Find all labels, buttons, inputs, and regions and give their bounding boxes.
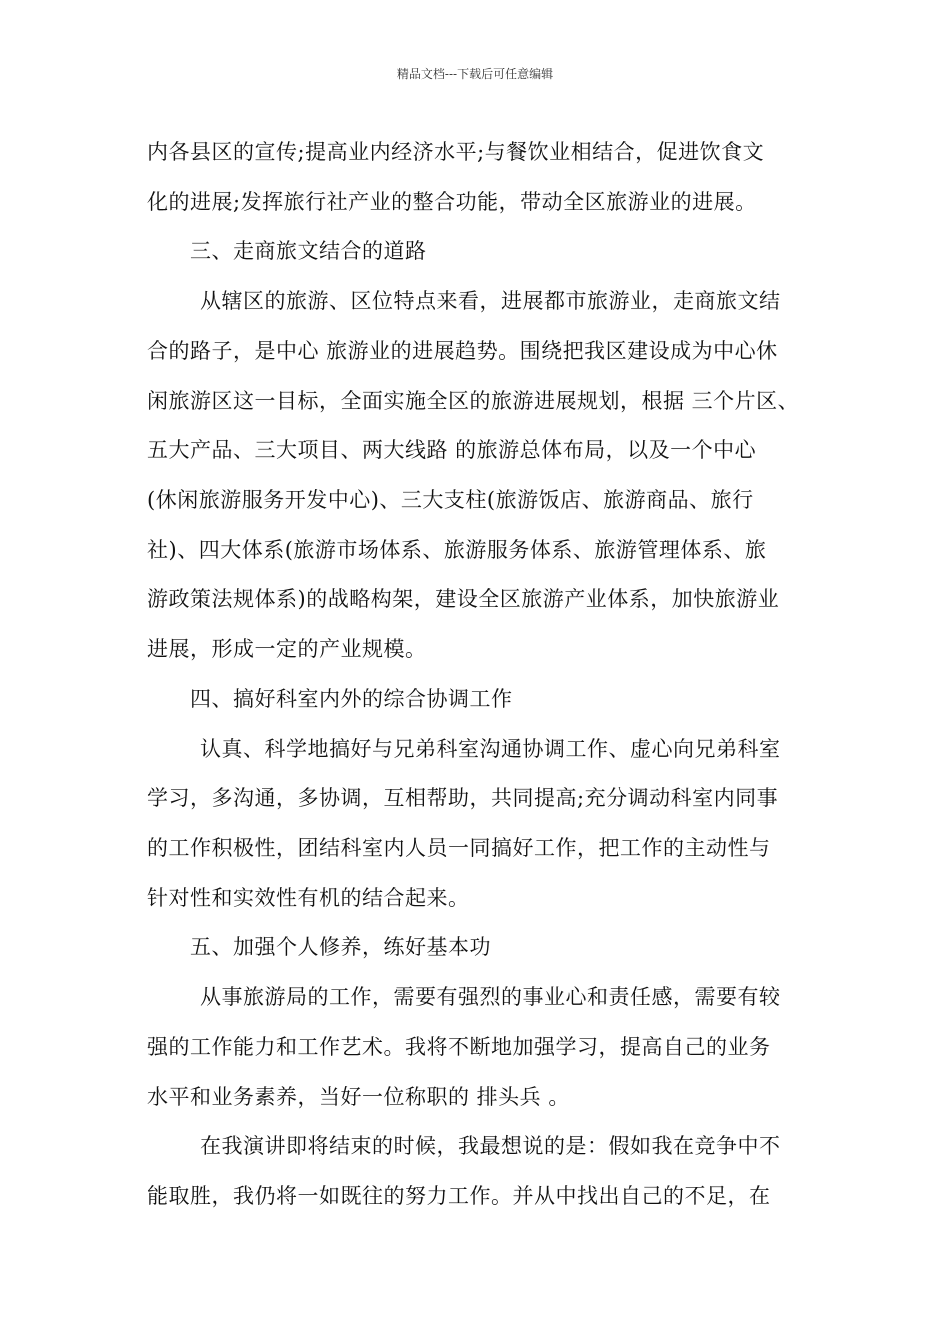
section-heading: 五、加强个人修养，练好基本功 bbox=[190, 935, 491, 959]
body-line: 在我演讲即将结束的时候，我最想说的是：假如我在竞争中不 bbox=[200, 1134, 781, 1158]
body-line: 游政策法规体系)的战略构架，建设全区旅游产业体系，加快旅游业 bbox=[147, 587, 780, 611]
body-line: 内各县区的宣传;提高业内经济水平;与餐饮业相结合，促进饮食文 bbox=[147, 140, 765, 164]
body-line: 进展，形成一定的产业规模。 bbox=[147, 637, 427, 661]
body-line: 强的工作能力和工作艺术。我将不断地加强学习，提高自己的业务 bbox=[147, 1035, 771, 1059]
body-line: 针对性和实效性有机的结合起来。 bbox=[147, 886, 470, 910]
body-line: 从辖区的旅游、区位特点来看，进展都市旅游业，走商旅文结 bbox=[200, 289, 781, 313]
page-header: 精品文档---下载后可任意编辑 bbox=[396, 67, 554, 81]
body-line: 化的进展;发挥旅行社产业的整合功能，带动全区旅游业的进展。 bbox=[147, 190, 757, 214]
body-line: 水平和业务素养，当好一位称职的 排头兵 。 bbox=[147, 1085, 570, 1109]
body-line: 闲旅游区这一目标，全面实施全区的旅游进展规划，根据 三个片区、 bbox=[147, 389, 800, 413]
body-line: 合的路子，是中心 旅游业的进展趋势。围绕把我区建设成为中心休 bbox=[147, 339, 778, 363]
body-line: 的工作积极性，团结科室内人员一同搞好工作，把工作的主动性与 bbox=[147, 836, 771, 860]
body-line: 从事旅游局的工作，需要有强烈的事业心和责任感，需要有较 bbox=[200, 985, 781, 1009]
body-line: 五大产品、三大项目、两大线路 的旅游总体布局，以及一个中心 bbox=[147, 438, 757, 462]
body-line: 能取胜，我仍将一如既往的努力工作。并从中找出自己的不足，在 bbox=[147, 1184, 771, 1208]
body-line: 社)、四大体系(旅游市场体系、旅游服务体系、旅游管理体系、旅 bbox=[147, 538, 767, 562]
section-heading: 四、搞好科室内外的综合协调工作 bbox=[190, 687, 513, 711]
body-line: 学习，多沟通，多协调，互相帮助，共同提高;充分调动科室内同事 bbox=[147, 786, 779, 810]
body-line: (休闲旅游服务开发中心)、三大支柱(旅游饭店、旅游商品、旅行 bbox=[147, 488, 754, 512]
section-heading: 三、走商旅文结合的道路 bbox=[190, 239, 427, 263]
body-line: 认真、科学地搞好与兄弟科室沟通协调工作、虚心向兄弟科室 bbox=[200, 737, 781, 761]
